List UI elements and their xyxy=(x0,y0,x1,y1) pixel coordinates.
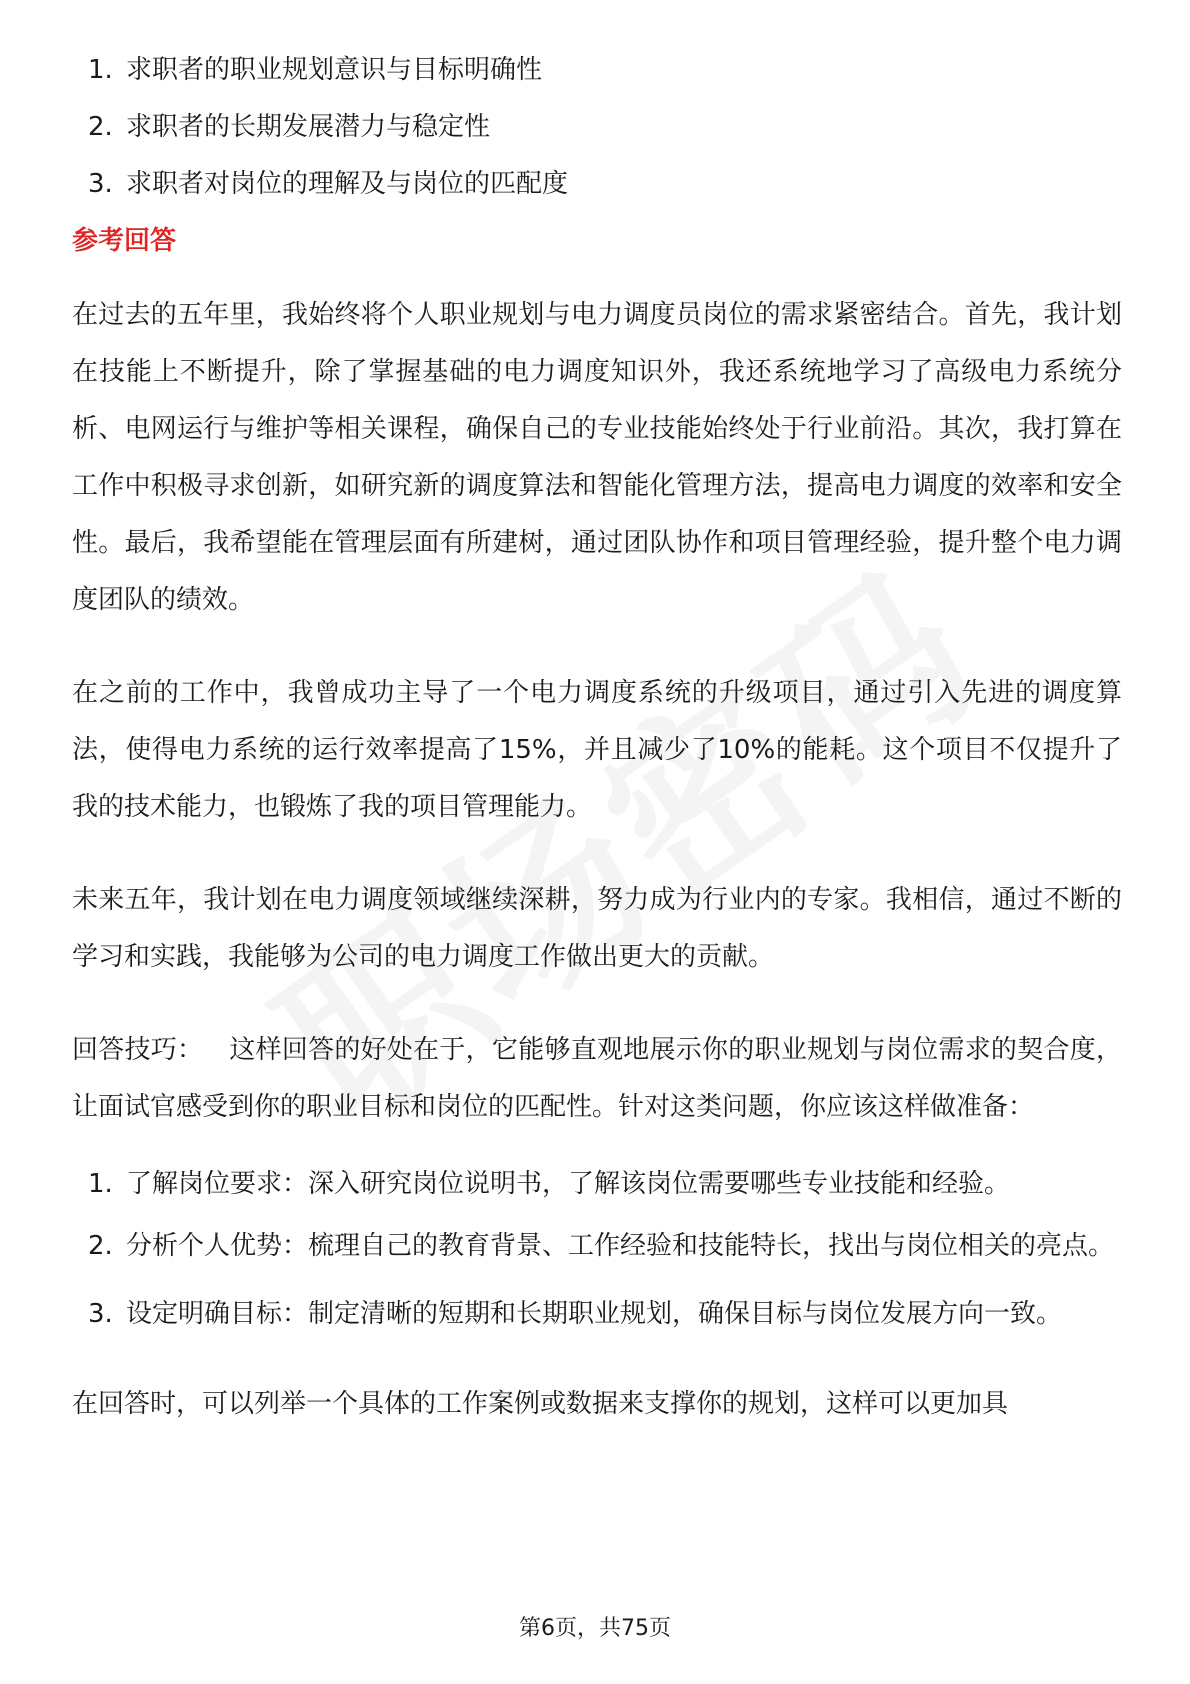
reference-answer-heading: 参考回答 xyxy=(72,226,177,256)
list-text: 求职者的长期发展潜力与稳定性 xyxy=(126,112,491,142)
list-number: 2. xyxy=(88,1231,113,1261)
list-item xyxy=(72,1164,1122,1204)
list-item xyxy=(72,50,1122,90)
list-number: 3. xyxy=(88,169,113,199)
list-number: 2. xyxy=(88,112,113,142)
list-text: 求职者对岗位的理解及与岗位的匹配度 xyxy=(126,169,569,199)
list-text: 分析个人优势：梳理自己的教育背景、工作经验和技能特长，找出与岗位相关的亮点。 xyxy=(126,1231,1115,1261)
list-item xyxy=(72,164,1122,204)
tips-label: 回答技巧： xyxy=(72,1035,204,1065)
list-number: 3. xyxy=(88,1299,113,1329)
answer-paragraph: 未来五年，我计划在电力调度领域继续深耕，努力成为行业内的专家。我相信，通过不断的学习和实践，我能够为公司的电力调度工作做出更大的贡献。 xyxy=(72,885,1122,972)
page-footer: 第6页，共75页 xyxy=(519,1616,671,1641)
list-item xyxy=(72,1220,1122,1272)
closing-paragraph: 在回答时，可以列举一个具体的工作案例或数据来支撑你的规划，这样可以更加具 xyxy=(72,1389,1009,1419)
list-number: 1. xyxy=(88,1169,113,1199)
list-text: 设定明确目标：制定清晰的短期和长期职业规划，确保目标与岗位发展方向一致。 xyxy=(126,1299,1063,1329)
list-item xyxy=(72,1288,1122,1340)
answer-paragraph: 在过去的五年里，我始终将个人职业规划与电力调度员岗位的需求紧密结合。首先，我计划在技能上不断提升，除了掌握基础的电力调度知识外，我还系统地学习了高级电力系统分析、电网运行与维护等相关课程，确保自己的专业技能始终处于行业前沿。其次，我打算在工作中积极寻求创新，如研究新的调度算法和智能化管理方法，提高电力调度的效率和安全性。最后，我希望能在管理层面有所建树，通过团队协作和项目管理经验，提升整个电力调度团队的绩效。 xyxy=(72,300,1122,615)
list-number: 1. xyxy=(88,55,113,85)
page-content xyxy=(72,50,1122,1469)
list-text: 求职者的职业规划意识与目标明确性 xyxy=(126,55,543,85)
list-text: 了解岗位要求：深入研究岗位说明书，了解该岗位需要哪些专业技能和经验。 xyxy=(126,1169,1011,1199)
tips-text: 这样回答的好处在于，它能够直观地展示你的职业规划与岗位需求的契合度，让面试官感受到你的职业目标和岗位的匹配性。针对这类问题，你应该这样做准备： xyxy=(72,1035,1122,1122)
tips-list xyxy=(72,1164,1122,1340)
criteria-list xyxy=(72,50,1122,204)
list-item xyxy=(72,107,1122,147)
tips-paragraph xyxy=(72,1022,1122,1136)
answer-paragraph: 在之前的工作中，我曾成功主导了一个电力调度系统的升级项目，通过引入先进的调度算法，使得电力系统的运行效率提高了15%，并且减少了10%的能耗。这个项目不仅提升了我的技术能力，也锻炼了我的项目管理能力。 xyxy=(72,678,1122,822)
